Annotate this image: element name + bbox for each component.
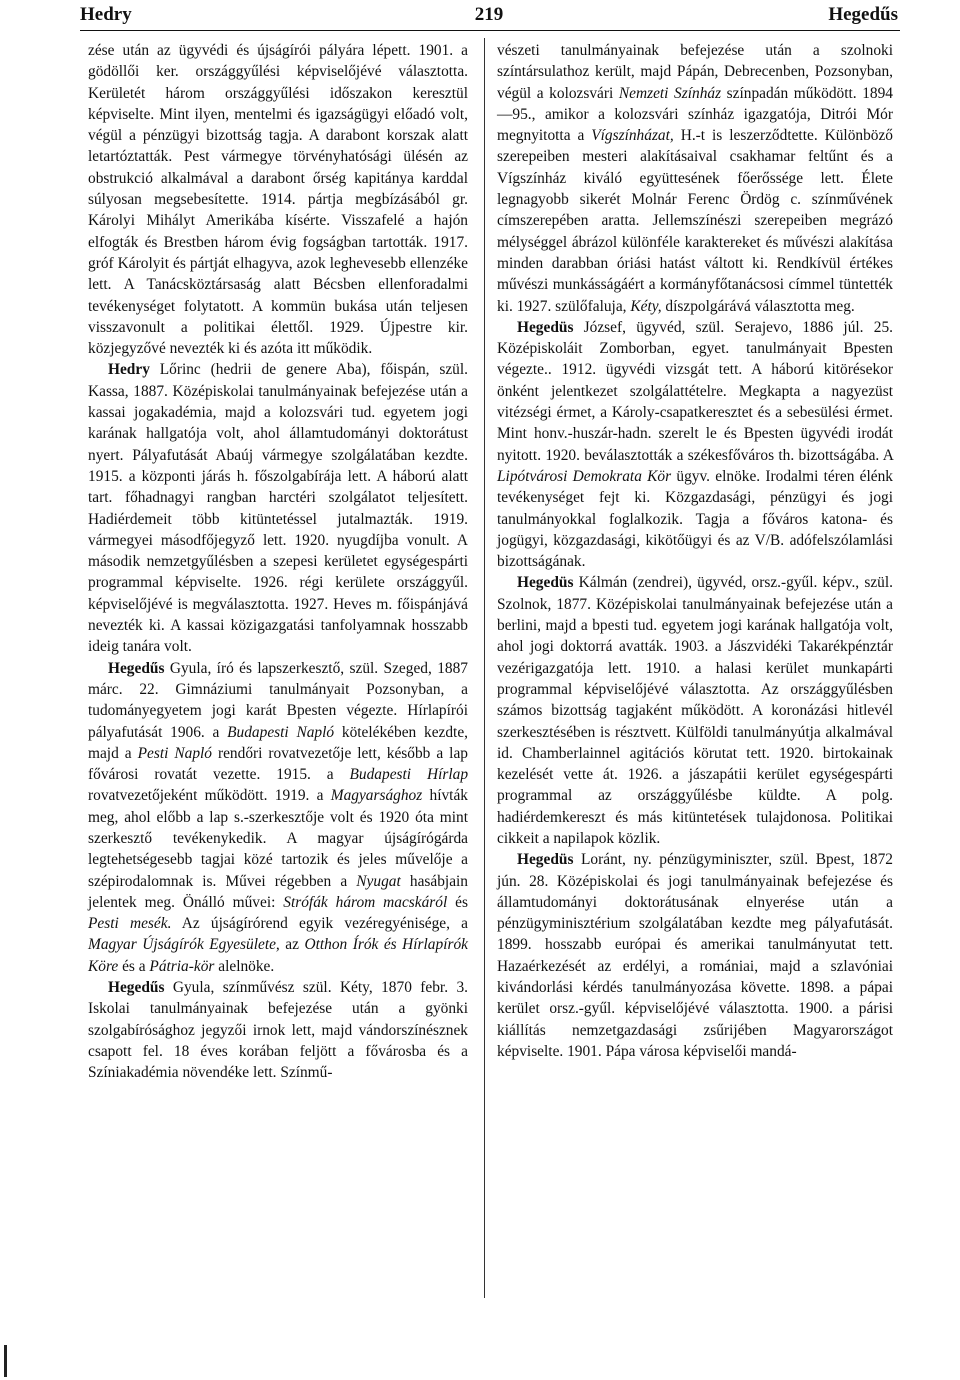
entry-text: ügyv. elnöke. Irodalmi téren élénk tevékenységet fejt ki. Közgazdasági, pénzügyi és jogi tanulmányokkal foglalkozik. Tagja a főváros katona- és jogügyi, közgazdasági, kikötőügyi és az V/B. adófelszólamlási bizottságának. [497, 467, 894, 571]
right-column [497, 40, 893, 1062]
italic-title: Magyarsághoz [330, 787, 423, 805]
entry-text: hívták meg, ahol előbb a lap s.-szerkesztője volt és 1920 óta mint szerkesztő tevékenykedik. A magyar újságírógárda legtehetségesebb tagjai közé tartozik és jeles művelője a szépirodalomnak is. Művei régebben a [88, 787, 468, 890]
page-number: 219 [474, 4, 504, 25]
italic-title: Otthon Írók és Hírlapírók Köre [88, 936, 468, 975]
italic-title: Lipótvárosi Demokrata Kör [497, 467, 672, 485]
entry-text: zése után az ügyvédi és újságírói pályára lépett. 1901. a gödöllői ker. országgyűlési képviselőjévé választotta. Kerületét három országgyűlési időszakon keresztül képviselte. Mint ilyen, mentelmi és igazságügyi előadó volt, végül a pénzügyi bizottság tagja. A darabont korszak alatt letartóztatták. Pest vármegye törvényhatósági ülésén az obstrukció alkalmával a darabont őrség kapitánya karddal súlyosan megsebesítette. 1914. pártja megbízásából gr. Károlyi Mihályt Amerikába kísérte. Visszafelé a hajón elfogták és Brestben három évig fogságban tartották. 1917. gróf Károlyit és pártját elhagyva, azok leghevesebb ellenzéke lett. A Tanácsköztársaság alatt Bécsben ellenforadalmi tevékenységet folytatott. A kommün bukása után teljesen visszavonult a politikai élettől. 1929. Újpestre kir. közjegyzővé nevezték ki és azóta itt működik. [88, 42, 468, 358]
entry-hegedus-kalman [497, 572, 893, 849]
entry-text: alelnöke. [214, 957, 275, 975]
entry-text: kötelékében kezdte, majd a [88, 723, 469, 762]
entry-text: Loránt, ny. pénzügyminiszter, szül. Bpest, 1872 jún. 28. Középiskolai és jogi tanulmányainak befejezése és államtudományi doktorátusának elnyerése után a pénzügyminisztérium szolgálatában kezdte meg pályafutását. 1899. hosszabb európai és amerikai tanulmányutat tett. Hazaérkezését az erdélyi, a romániai, majd a szlavóniai kivándorlási kérdés tanulmányozása követte. 1898. a pápai kerület orsz.-gyűl. képviselőjévé választotta. 1900. a párisi kiállítás nemzetgazdasági zsűrijében Magyarországot képviselte. 1901. Pápa városa képviselői mandá- [497, 851, 893, 1060]
italic-title: Budapesti Hírlap [349, 766, 469, 784]
entry-text: és a [118, 957, 150, 975]
entry-text: Gyula, író és lapszerkesztő, szül. Szeged, 1887 márc. 22. Gimnáziumi tanulmányait Pozsonyban, a tudományegyetem jogi karát Bpesten végezte. Hírlapírói pályafutását 1906. a [88, 659, 468, 741]
entry-hegedus-gyula-iro [88, 658, 468, 977]
entry-headword: Hegedűs [108, 659, 165, 677]
column-divider [484, 38, 485, 1298]
italic-title: Nemzeti Színház [618, 84, 722, 102]
scan-edge-mark [4, 1345, 7, 1377]
italic-title: Pesti Napló [137, 744, 212, 762]
entry-hegedus-jozsef [497, 317, 893, 573]
entry-headword: Hegedűs [108, 979, 165, 997]
entry-text: díszpolgárává választotta meg. [661, 297, 855, 315]
header-rule [80, 30, 900, 31]
entry-headword: Hegedüs [517, 574, 574, 592]
entry-headword: Hegedüs [517, 318, 574, 336]
entry-text: színpadán működött. 1894—95., amikor a kolozsvári színház igazgatója, Ditrói Mór megnyitotta a [497, 84, 893, 145]
italic-title: Pátria-kör [149, 957, 215, 975]
entry-text: az [279, 936, 305, 954]
italic-title: Budapesti Napló [227, 723, 335, 741]
entry-hedry-lorinc [88, 359, 468, 657]
entry-hegedus-gyula-szinmuvesz [88, 977, 468, 1083]
entry-text: Lőrinc (hedrii de genere Aba), főispán, szül. Kassa, 1887. Középiskolai tanulmányainak befejezése után a kassai jogakadémia, majd a kolozsvári tud. egyetem jogi karának hallgatója volt, ahol államtudományi doktorátust nyert. Pályafutását Abaúj vármegye szolgálatában kezdte. 1915. a központi járás h. főszolgabírája lett. A háború alatt tart. főhadnagyi rangban harctéri szolgálatot teljesített. Hadiérdemeit több kitüntetéssel jutalmazták. 1919. vármegyei másodfőjegyző lett. 1920. nyugdíjba vonult. A második nemzetgyűlésben a szepesi kerületet egységespárti programmal képviselte. 1926. régi kerülete országgyűl. képviselőjévé is megválasztotta. 1927. Heves m. főispánjává nevezték ki. A kassai közigazgatási tanfolyamnak hosszabb ideig tanára volt. [88, 361, 468, 656]
entry-text: vészeti tanulmányainak befejezése után a szolnoki színtársulathoz került, majd Pápán, Debrecenben, Pozsonyban, végül a kolozsvári [497, 42, 893, 102]
entry-text: rendőri rovatvezetője lett, később a lap fővárosi rovatát vezette. 1915. a [88, 744, 468, 784]
italic-title: Vígszínházat, [591, 127, 674, 145]
italic-title: Pesti mesék. [88, 915, 172, 933]
italic-title: Strófák három macskáról [283, 893, 448, 911]
entry-text: József, ügyvéd, szül. Serajevo, 1886 júl. 25. Középiskoláit Zomborban, egyet. tanulmányait Bpesten végezte.. 1912. ügyvédi vizsgát tett. A háború kitörésekor önként jelentkezet szolgálattételre. Megkapta a nagyezüst vitézségi érmet, a Károly-csapatkeresztet és a sebesülési érmet. Mint honv.-huszár-hadn. szerelt le és Bpesten ügyvédi irodát nyitott. 1920. beválasztották a székesfőváros th. bizottságába. A [497, 318, 893, 464]
entry-text: hasábjain jelentek meg. Önálló művei: [88, 872, 468, 911]
italic-title: Magyar Újságírók Egyesülete, [88, 936, 280, 954]
entry-continuation [88, 40, 468, 359]
header-left-keyword: Hedry [80, 4, 132, 25]
entry-hegedus-lorant [497, 849, 893, 1062]
header-right-keyword: Hegedűs [828, 4, 898, 25]
entry-text: H.-t is leszerződtette. Különböző szerepeiben mesteri alakításaival csakhamar feltűnt és a Vígszínház kiváló együttesének főerőssége lett. Élete legnagyobb sikerét Molnár Ferenc Ördög c. színművének címszerepében aratta. Jellemszínészi szerepeiben megrázó mélységgel ábrázol különféle karaktereket és művészi alakítása minden darabban óriási hatást váltott ki. Rendkívül értékes művészi munkásságáért a kormányfőtanácsosi címmel tüntették ki. 1927. szülőfaluja, [497, 127, 893, 315]
entry-text: Kálmán (zendrei), ügyvéd, orsz.-gyűl. képv., szül. Szolnok, 1877. Középiskolai tanulmányainak befejezése után a berlini, majd a bpesti tud. egyetem jogi karának hallgatója volt, ahol jogi doktorrá avatták. 1903. a Jászvidéki Takarékpénztár vezérigazgatója lett. 1910. a halasi kerület munkapárti programmal képviselőjévé választotta. Az országgyűlésben számos bizottság tagjaként működött. A koronázási hitlevél szerkesztésében is résztvett. Külföldi tanulmányútja alkalmával id. Chamberlainnel agitációs körutat tett. 1920. birtokainak kezelését vette át. 1926. a jászapátii kerület egységespárti programmal az országgyűlésbe küldte. A polg. hadiérdemkereszt és más kitüntetések tulajdonosa. Politikai cikkeit a napilapok közlik. [497, 574, 893, 847]
italic-title: Kéty, [630, 297, 662, 315]
running-header [80, 4, 898, 26]
entry-text: rovatvezetőjeként működött. 1919. a [88, 787, 331, 805]
entry-text: Gyula, színművész szül. Kéty, 1870 febr. 3. Iskolai tanulmányainak befejezése után a gyönki szolgabírósághoz jegyzői irnok lett, majd vándorszínésznek csapott fel. 18 éves korában feljött a fővárosba és a Színiakadémia növendéke lett. Színmű- [88, 979, 468, 1082]
entry-headword: Hegedüs [517, 851, 574, 869]
entry-text: és [447, 893, 468, 911]
italic-title: Nyugat [356, 872, 401, 890]
entry-headword: Hedry [108, 361, 150, 379]
left-column [88, 40, 468, 1084]
entry-text: Az újságírórend egyik vezéregyénisége, a [171, 915, 468, 933]
entry-continuation [497, 40, 893, 317]
